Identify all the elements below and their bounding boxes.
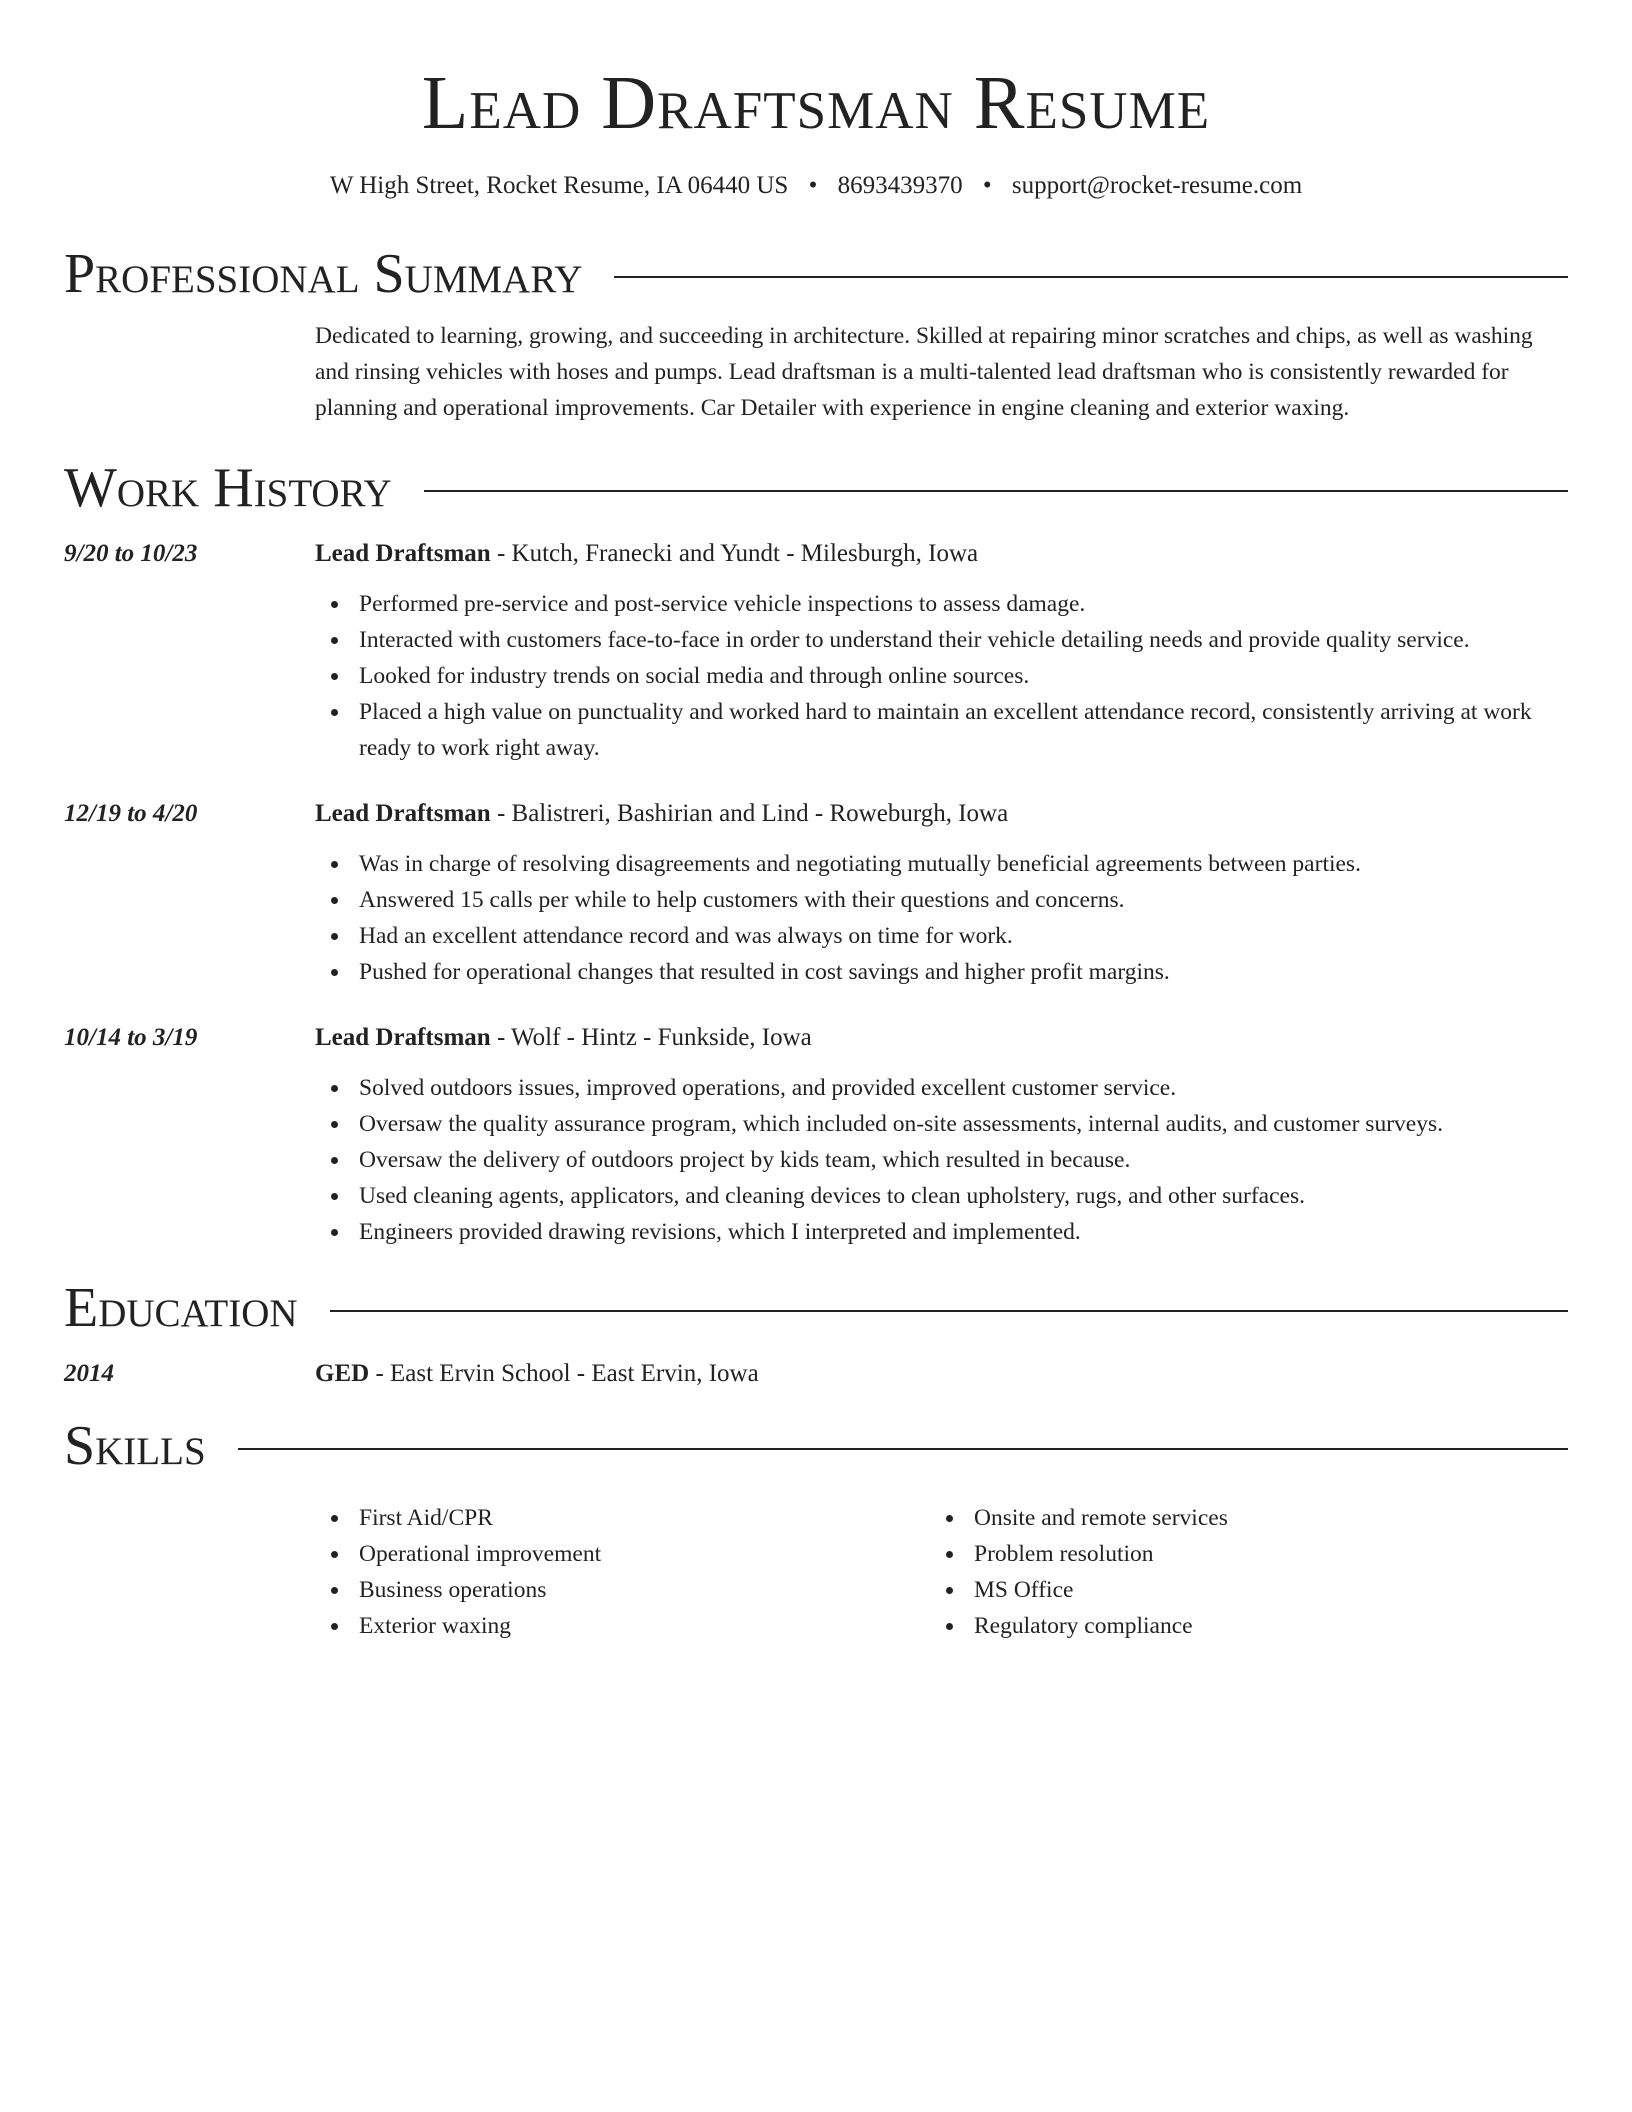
skills-list-right	[930, 1500, 1545, 1644]
job-title: Lead Draftsman	[315, 1024, 491, 1051]
resume-title: Lead Draftsman Resume	[421, 61, 1211, 145]
job-bullet: Solved outdoors issues, improved operations, and provided excellent customer service.	[315, 1070, 1568, 1106]
skill-item: Exterior waxing	[315, 1608, 930, 1644]
job-heading	[315, 536, 1568, 572]
contact-line	[64, 168, 1568, 204]
section-divider	[330, 1310, 1568, 1312]
skill-item: Onsite and remote services	[930, 1500, 1545, 1536]
work-section-title: Work History	[64, 457, 392, 519]
contact-phone: 8693439370	[837, 172, 963, 199]
education-section-header	[64, 1276, 1568, 1340]
education-entry	[64, 1356, 1568, 1392]
job-entry	[64, 1020, 1568, 1250]
job-title: Lead Draftsman	[315, 540, 491, 567]
job-dates: 12/19 to 4/20	[64, 800, 198, 827]
education-degree: GED	[315, 1360, 370, 1387]
job-bullet: Engineers provided drawing revisions, which I interpreted and implemented.	[315, 1214, 1568, 1250]
job-heading	[315, 796, 1568, 832]
skills-section-title: Skills	[64, 1415, 206, 1477]
skill-item: First Aid/CPR	[315, 1500, 930, 1536]
job-bullet: Interacted with customers face-to-face in order to understand their vehicle detailing needs and provide quality service.	[315, 622, 1568, 658]
job-bullet: Oversaw the delivery of outdoors project by kids team, which resulted in because.	[315, 1142, 1568, 1178]
contact-separator: •	[808, 172, 818, 199]
education-heading	[315, 1356, 1568, 1392]
job-dates: 10/14 to 3/19	[64, 1024, 198, 1051]
job-bullet: Looked for industry trends on social media and through online sources.	[315, 658, 1568, 694]
skill-item: Problem resolution	[930, 1536, 1545, 1572]
education-year: 2014	[64, 1360, 114, 1387]
summary-section-title: Professional Summary	[64, 243, 583, 305]
education-section-title: Education	[64, 1277, 298, 1339]
section-divider	[424, 490, 1568, 492]
summary-section-header	[64, 242, 1568, 306]
job-entry	[64, 796, 1568, 990]
job-title: Lead Draftsman	[315, 800, 491, 827]
job-body	[315, 536, 1568, 766]
summary-row	[64, 318, 1568, 426]
work-section-header	[64, 456, 1568, 520]
skill-item: MS Office	[930, 1572, 1545, 1608]
job-bullet: Had an excellent attendance record and was always on time for work.	[315, 918, 1568, 954]
skill-item: Business operations	[315, 1572, 930, 1608]
job-entry	[64, 536, 1568, 766]
job-bullet: Performed pre-service and post-service vehicle inspections to assess damage.	[315, 586, 1568, 622]
job-dates: 9/20 to 10/23	[64, 540, 198, 567]
job-bullets	[315, 846, 1568, 990]
contact-address: W High Street, Rocket Resume, IA 06440 US	[329, 172, 789, 199]
contact-email: support@rocket-resume.com	[1011, 172, 1303, 199]
skill-item: Regulatory compliance	[930, 1608, 1545, 1644]
job-bullet: Was in charge of resolving disagreements and negotiating mutually beneficial agreements between parties.	[315, 846, 1568, 882]
job-bullets	[315, 1070, 1568, 1250]
job-details: - Balistreri, Bashirian and Lind - Roweburgh, Iowa	[490, 800, 1009, 827]
skill-item: Operational improvement	[315, 1536, 930, 1572]
skills-row	[64, 1500, 1568, 1644]
job-bullet: Answered 15 calls per while to help customers with their questions and concerns.	[315, 882, 1568, 918]
contact-separator: •	[982, 172, 992, 199]
job-heading	[315, 1020, 1568, 1056]
section-divider	[238, 1448, 1568, 1450]
job-details: - Kutch, Franecki and Yundt - Milesburgh, Iowa	[490, 540, 979, 567]
skills-list-left	[315, 1500, 930, 1644]
job-bullet: Pushed for operational changes that resulted in cost savings and higher profit margins.	[315, 954, 1568, 990]
job-body	[315, 796, 1568, 990]
education-details: - East Ervin School - East Ervin, Iowa	[369, 1360, 759, 1387]
summary-text: Dedicated to learning, growing, and succeeding in architecture. Skilled at repairing minor scratches and chips, as well as washing and rinsing vehicles with hoses and pumps. Lead draftsman is a multi-talented lead draftsman who is consistently rewarded for planning and operational improvements. Car Detailer with experience in engine cleaning and exterior waxing.	[315, 323, 1533, 421]
section-divider	[614, 276, 1568, 278]
skills-section-header	[64, 1414, 1568, 1478]
job-bullet: Oversaw the quality assurance program, which included on-site assessments, internal audits, and customer surveys.	[315, 1106, 1568, 1142]
job-bullet: Used cleaning agents, applicators, and cleaning devices to clean upholstery, rugs, and other surfaces.	[315, 1178, 1568, 1214]
job-details: - Wolf - Hintz - Funkside, Iowa	[490, 1024, 812, 1051]
job-bullets	[315, 586, 1568, 766]
job-body	[315, 1020, 1568, 1250]
job-bullet: Placed a high value on punctuality and worked hard to maintain an excellent attendance record, consistently arriving at work ready to work right away.	[315, 694, 1568, 766]
skills-grid	[315, 1500, 1568, 1644]
